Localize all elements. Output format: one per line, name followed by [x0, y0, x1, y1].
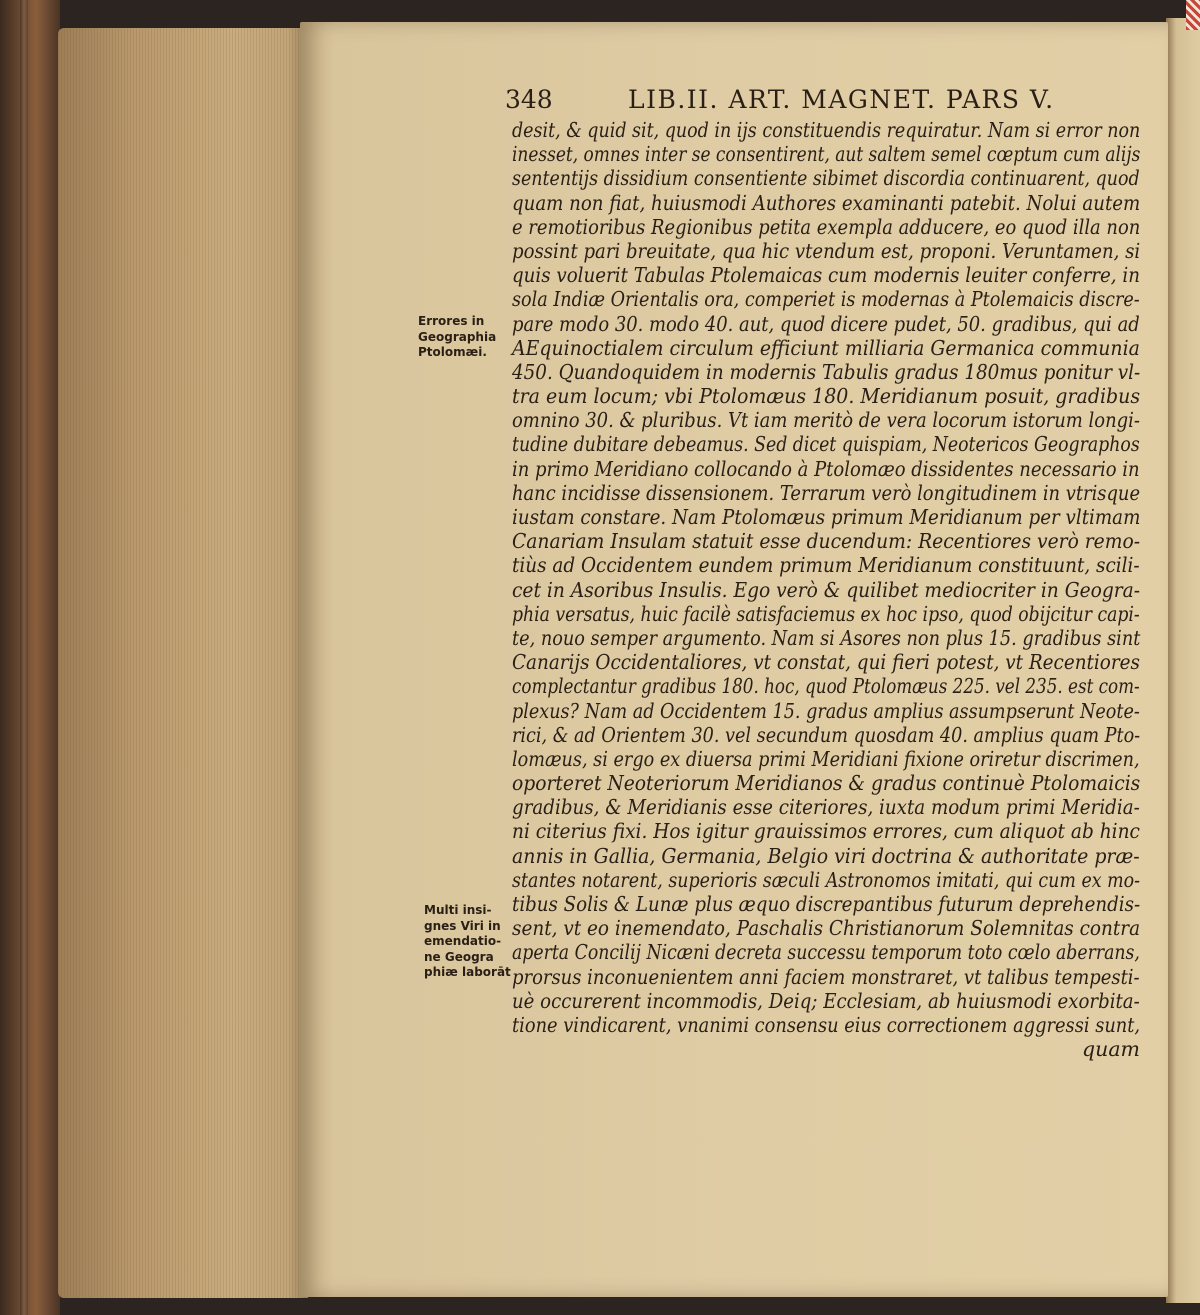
text-line: hanc incidisse dissensionem. Terrarum verò longitudinem in vtrisque — [512, 480, 1141, 505]
text-line: tra eum locum; vbi Ptolomæus 180. Meridianum posuit, gradibus — [512, 384, 1141, 409]
text-line: te, nouo semper argumento. Nam si Asores non plus 15. gradibus sint — [512, 625, 1141, 650]
body-text — [512, 118, 1140, 1061]
text-line: plexus? Nam ad Occidentem 15. gradus amplius assumpserunt Neote- — [512, 698, 1140, 723]
text-line: sent, vt eo inemendato, Paschalis Christianorum Solemnitas contra — [512, 916, 1141, 941]
book-binding — [0, 0, 60, 1315]
text-line: Canariam Insulam statuit esse ducendum: Recentiores verò remo- — [512, 529, 1141, 554]
text-line: rici, & ad Orientem 30. vel secundum quosdam 40. amplius quam Pto- — [512, 722, 1141, 747]
text-line: sententijs dissidium consentiente sibimet discordia continuarent, quod — [512, 166, 1140, 191]
marginal-line: phiæ laborāt — [424, 965, 511, 979]
running-head: LIB.II. ART. MAGNET. PARS V. — [628, 85, 1055, 114]
text-line: tione vindicarent, vnanimi consensu eius correctionem aggressi sunt, — [512, 1012, 1141, 1037]
text-line: quam non fiat, huiusmodi Authores examinanti patebit. Nolui autem — [512, 190, 1141, 215]
text-line: inesset, omnes inter se consentirent, aut saltem semel cœptum cum alijs — [512, 142, 1141, 167]
text-line: omnino 30. & pluribus. Vt iam meritò de vera locorum istorum longi- — [512, 408, 1140, 433]
text-line: gradibus, & Meridianis esse citeriores, iuxta modum primi Meridia- — [512, 795, 1140, 820]
marginal-line: Multi insi- — [424, 903, 492, 917]
page-number: 348 — [505, 85, 553, 114]
text-line: possint pari breuitate, qua hic vtendum est, proponi. Veruntamen, si — [512, 238, 1141, 263]
text-line: oporteret Neoteriorum Meridianos & gradus continuè Ptolomaicis — [512, 771, 1141, 796]
text-line: annis in Gallia, Germania, Belgio viri doctrina & authoritate præ- — [512, 843, 1140, 868]
text-line: prorsus inconuenientem anni faciem monstraret, vt talibus tempesti- — [512, 964, 1140, 989]
text-line: pare modo 30. modo 40. aut, quod dicere pudet, 50. gradibus, qui ad — [512, 311, 1140, 336]
text-line: stantes notarent, superioris sæculi Astronomos imitati, qui cum ex mo- — [512, 867, 1141, 892]
text-line: phia versatus, huic facilè satisfaciemus ex hoc ipso, quod obijcitur capi- — [512, 601, 1140, 626]
text-line: ni citerius fixi. Hos igitur grauissimos errores, cum aliquot ab hinc — [512, 819, 1140, 844]
facing-page-edge — [1166, 18, 1200, 1303]
ribbon-marker — [1186, 0, 1200, 30]
page-block-edges — [58, 28, 308, 1298]
marginal-line: gnes Viri in — [424, 918, 501, 933]
text-line: iustam constare. Nam Ptolomæus primum Meridianum per vltimam — [512, 505, 1141, 529]
text-line: aperta Concilij Nicæni decreta successu temporum toto cœlo aberrans, — [512, 940, 1140, 965]
marginal-line: emendatio- — [424, 934, 502, 948]
text-line: in primo Meridiano collocando à Ptolomæo dissidentes necessario in — [512, 456, 1140, 481]
text-line: lomæus, si ergo ex diuersa primi Meridiani fixione oriretur discrimen, — [512, 746, 1140, 771]
text-line: 450. Quandoquidem in modernis Tabulis gradus 180mus ponitur vl- — [512, 359, 1141, 384]
page-header — [505, 85, 1065, 119]
marginal-note-errores — [418, 314, 496, 361]
text-line: e remotioribus Regionibus petita exempla adducere, eo quod illa non — [512, 214, 1141, 239]
text-line: cet in Asoribus Insulis. Ego verò & quilibet mediocriter in Geogra- — [512, 577, 1141, 602]
marginal-line: Geographia — [418, 329, 497, 344]
text-line: quis voluerit Tabulas Ptolemaicas cum modernis leuiter conferre, in — [512, 263, 1140, 288]
text-line: tudine dubitare debeamus. Sed dicet quispiam, Neotericos Geographos — [512, 432, 1140, 457]
text-line: sola Indiæ Orientalis ora, comperiet is modernas à Ptolemaicis discre- — [512, 287, 1140, 312]
text-line: desit, & quid sit, quod in ijs constituendis requiratur. Nam si error non — [512, 118, 1141, 142]
marginal-line: ne Geogra — [424, 949, 494, 964]
text-line: AEquinoctialem circulum efficiunt milliaria Germanica communia — [512, 335, 1140, 360]
text-line: uè occurerent incommodis, Deiq; Ecclesiam, ab huiusmodi exorbita- — [512, 988, 1140, 1013]
text-line: Canarijs Occidentaliores, vt constat, qui fieri potest, vt Recentiores — [512, 650, 1140, 675]
text-line: complectantur gradibus 180. hoc, quod Ptolomæus 225. vel 235. est com- — [512, 674, 1140, 699]
marginal-line: Ptolomæi. — [418, 345, 487, 359]
marginal-line: Errores in — [418, 314, 485, 328]
catchword: quam — [1082, 1037, 1140, 1062]
text-line: tiùs ad Occidentem eundem primum Meridianum constituunt, scili- — [512, 553, 1140, 578]
text-line: tibus Solis & Lunæ plus æquo discrepantibus futurum deprehendis- — [512, 892, 1141, 916]
marginal-note-multi — [424, 903, 511, 981]
